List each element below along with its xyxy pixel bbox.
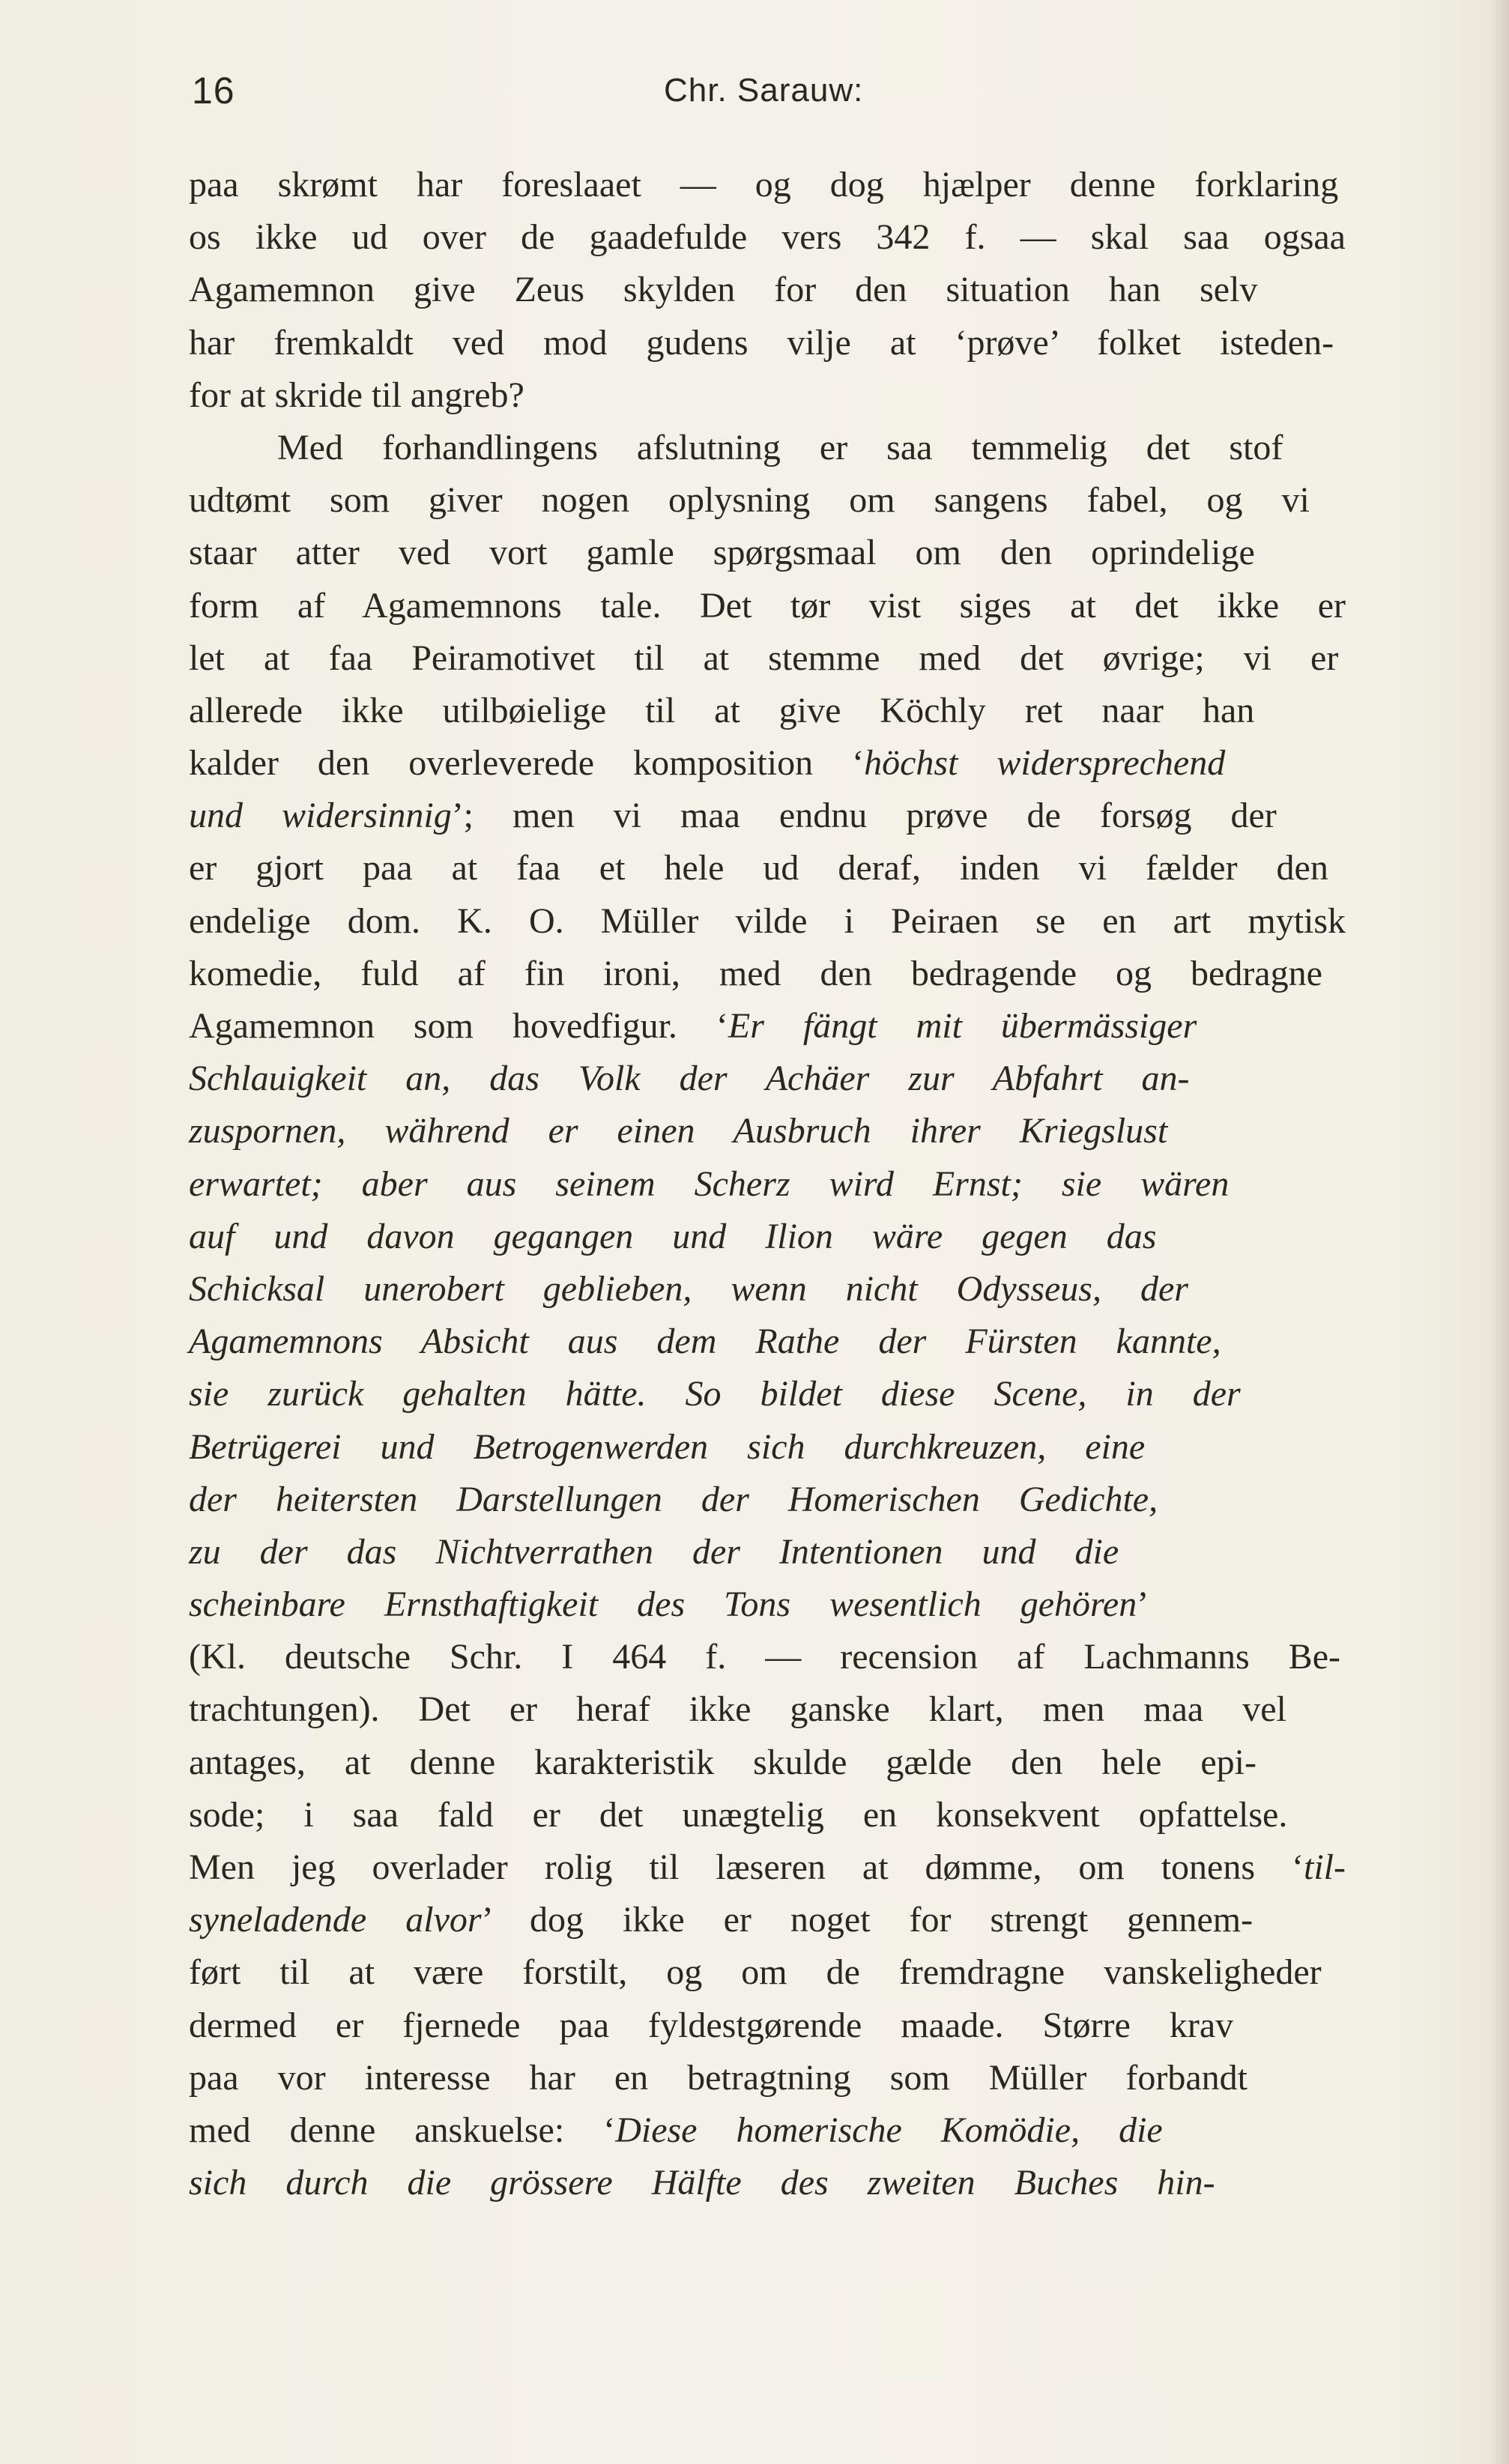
- italic-text-segment: scheinbare Ernsthaftigkeit des Tons wesentlich gehören: [189, 1584, 1137, 1625]
- italic-text-segment: sich durch die grössere Hälfte des zweiten Buches hin-: [189, 2163, 1215, 2203]
- text-line: [189, 1474, 1346, 1526]
- text-line: [189, 317, 1346, 369]
- text-line: [189, 1105, 1346, 1157]
- text-segment: Med forhandlingens afslutning er saa temmelig det stof: [277, 427, 1283, 467]
- text-line: [189, 1894, 1346, 1946]
- text-line: [189, 685, 1346, 737]
- text-line: [189, 2104, 1346, 2157]
- text-line: [189, 580, 1346, 632]
- italic-text-segment: til-: [1304, 1847, 1346, 1887]
- italic-text-segment: der heitersten Darstellungen der Homerischen Gedichte,: [189, 1479, 1158, 1519]
- text-segment: os ikke ud over de gaadefulde vers 342 f. — skal saa ogsaa: [189, 217, 1346, 258]
- text-line: [189, 1578, 1346, 1631]
- italic-text-segment: höchst widersprechend: [864, 743, 1226, 784]
- text-line: [189, 632, 1346, 685]
- text-line: [189, 1789, 1346, 1841]
- text-line: [189, 1053, 1346, 1105]
- text-segment: for at skride til angreb?: [189, 375, 524, 415]
- italic-text-segment: Betrügerei und Betrogenwerden sich durchkreuzen, eine: [189, 1426, 1146, 1467]
- italic-text-segment: und widersinnig: [189, 796, 452, 836]
- text-line: [189, 211, 1346, 264]
- text-segment: komedie, fuld af fin ironi, med den bedragende og bedragne: [189, 953, 1322, 993]
- text-segment: udtømt som giver nogen oplysning om sangens fabel, og vi: [189, 480, 1310, 521]
- text-line: [189, 1631, 1346, 1683]
- text-segment: er gjort paa at faa et hele ud deraf, inden vi fælder den: [189, 848, 1328, 889]
- text-line: [189, 2000, 1346, 2052]
- text-segment: ’ dog ikke er noget for strengt gennem-: [481, 1900, 1254, 1940]
- text-line: [189, 1000, 1346, 1053]
- text-line: [189, 264, 1346, 316]
- italic-text-segment: Er fängt mit übermässiger: [728, 1006, 1197, 1046]
- text-line: [189, 1158, 1346, 1211]
- italic-text-segment: Diese homerische Komödie, die: [615, 2110, 1163, 2150]
- text-line: [189, 2157, 1346, 2209]
- italic-text-segment: Schlauigkeit an, das Volk der Achäer zur Abfahrt an-: [189, 1059, 1190, 1099]
- text-segment: endelige dom. K. O. Müller vilde i Peiraen se en art mytisk: [189, 900, 1346, 941]
- text-segment: dermed er fjernede paa fyldestgørende maade. Større krav: [189, 2005, 1234, 2045]
- page-edge-shadow: [1488, 0, 1509, 2464]
- text-line: [189, 1421, 1346, 1474]
- text-line: [189, 159, 1346, 211]
- italic-text-segment: zu der das Nichtverrathen der Intentionen und die: [189, 1531, 1119, 1572]
- italic-text-segment: Schicksal unerobert geblieben, wenn nicht Odysseus, der: [189, 1268, 1188, 1309]
- text-line: [189, 1316, 1346, 1368]
- text-line: [189, 1683, 1346, 1736]
- text-segment: Agamemnon som hovedfigur. ‘: [189, 1006, 728, 1046]
- text-line: [189, 2052, 1346, 2104]
- text-line: [189, 422, 1346, 474]
- text-segment: form af Agamemnons tale. Det tør vist siges at det ikke er: [189, 585, 1346, 626]
- text-line: [189, 369, 1346, 422]
- text-line: [189, 1263, 1346, 1316]
- italic-text-segment: Agamemnons Absicht aus dem Rathe der Fürsten kannte,: [189, 1322, 1221, 1362]
- text-segment: staar atter ved vort gamle spørgsmaal om den oprindelige: [189, 533, 1255, 573]
- text-line: [189, 895, 1346, 948]
- text-segment: paa vor interesse har en betragtning som Müller forbandt: [189, 2057, 1248, 2098]
- italic-text-segment: sie zurück gehalten hätte. So bildet diese Scene, in der: [189, 1374, 1241, 1414]
- text-segment: sode; i saa fald er det unægtelig en konsekvent opfattelse.: [189, 1794, 1288, 1835]
- text-segment: Agamemnon give Zeus skylden for den situation han selv: [189, 270, 1258, 310]
- italic-text-segment: syneladende alvor: [189, 1900, 482, 1940]
- italic-text-segment: auf und davon gegangen und Ilion wäre gegen das: [189, 1216, 1157, 1256]
- text-segment: paa skrømt har foreslaaet — og dog hjælper denne forklaring: [189, 165, 1339, 205]
- text-segment: ført til at være forstilt, og om de fremdragne vanskeligheder: [189, 1952, 1322, 1993]
- text-segment: let at faa Peiramotivet til at stemme med det øvrige; vi er: [189, 638, 1339, 678]
- text-line: [189, 474, 1346, 527]
- text-line: [189, 948, 1346, 1000]
- text-line: [189, 790, 1346, 842]
- text-segment: ’: [1137, 1584, 1149, 1625]
- text-segment: (Kl. deutsche Schr. I 464 f. — recension af Lachmanns Be-: [189, 1637, 1340, 1677]
- text-segment: antages, at denne karakteristik skulde gælde den hele epi-: [189, 1742, 1257, 1782]
- text-segment: trachtungen). Det er heraf ikke ganske klart, men maa vel: [189, 1689, 1286, 1730]
- italic-text-segment: zuspornen, während er einen Ausbruch ihrer Kriegslust: [189, 1111, 1168, 1151]
- text-line: [189, 527, 1346, 579]
- text-line: [189, 1526, 1346, 1578]
- text-segment: allerede ikke utilbøielige til at give Köchly ret naar han: [189, 690, 1255, 730]
- text-line: [189, 1841, 1346, 1894]
- body-text: [189, 159, 1346, 2209]
- text-segment: med denne anskuelse: ‘: [189, 2110, 616, 2150]
- text-line: [189, 1946, 1346, 1999]
- page-header: [192, 69, 1346, 121]
- text-segment: ’; men vi maa endnu prøve de forsøg der: [451, 796, 1277, 836]
- text-line: [189, 1737, 1346, 1789]
- text-segment: kalder den overleverede komposition ‘: [189, 743, 865, 784]
- text-line: [189, 1368, 1346, 1420]
- text-line: [189, 842, 1346, 895]
- text-line: [189, 1211, 1346, 1263]
- text-segment: har fremkaldt ved mod gudens vilje at ‘prøve’ folket isteden-: [189, 322, 1334, 363]
- text-segment: Men jeg overlader rolig til læseren at dømme, om tonens ‘: [189, 1847, 1304, 1887]
- text-line: [189, 737, 1346, 790]
- page-number: 16: [192, 70, 235, 112]
- italic-text-segment: erwartet; aber aus seinem Scherz wird Ernst; sie wären: [189, 1163, 1230, 1204]
- running-head: Chr. Sarauw:: [664, 72, 864, 109]
